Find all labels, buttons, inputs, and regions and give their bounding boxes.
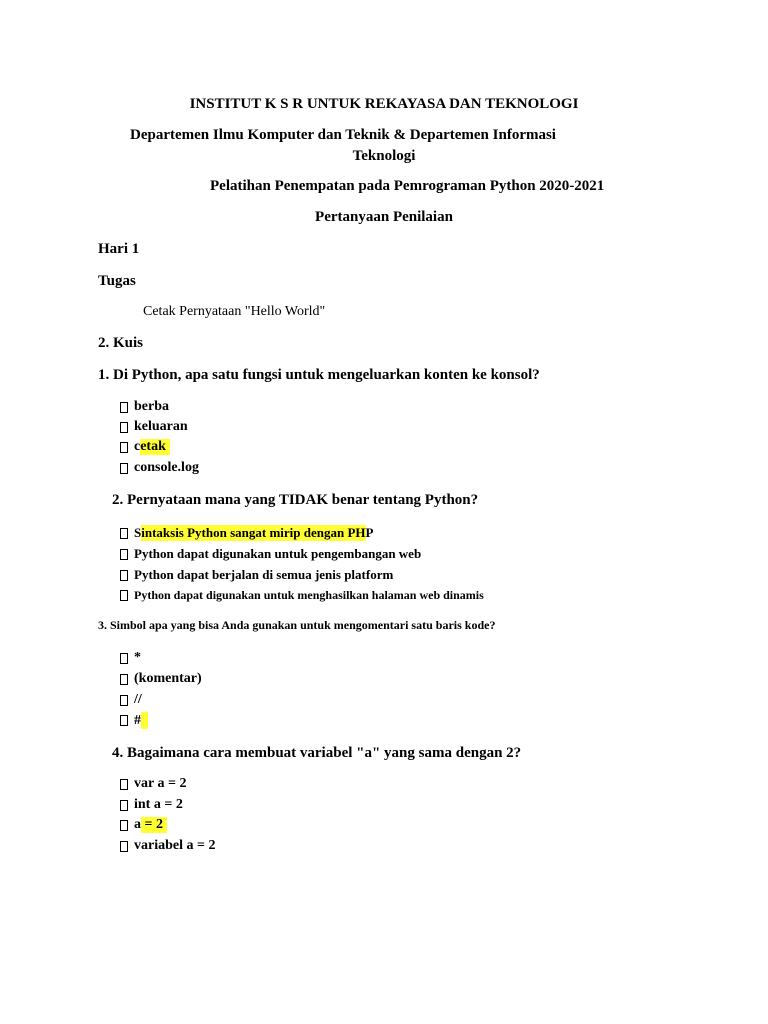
day-heading: Hari 1	[98, 241, 140, 257]
highlighted-answer: etak	[140, 439, 170, 455]
q1-option-3[interactable]	[120, 439, 170, 455]
option-label: Python dapat berjalan di semua jenis platform	[134, 567, 394, 582]
q3-option-4[interactable]	[120, 712, 148, 729]
checkbox-icon[interactable]	[120, 800, 128, 811]
q2-option-4[interactable]	[120, 588, 484, 603]
checkbox-icon[interactable]	[120, 402, 128, 413]
option-label: int a = 2	[134, 797, 183, 812]
task-text: Cetak Pernyataan "Hello World"	[143, 304, 326, 319]
checkbox-icon[interactable]	[120, 442, 128, 453]
option-label: //	[134, 692, 142, 707]
checkbox-icon[interactable]	[120, 820, 128, 831]
q3-option-1[interactable]	[120, 650, 141, 666]
checkbox-icon[interactable]	[120, 570, 128, 581]
q2-option-2[interactable]	[120, 546, 421, 562]
checkbox-icon[interactable]	[120, 422, 128, 433]
option-label: berba	[134, 399, 169, 414]
option-label: Python dapat digunakan untuk menghasilkan halaman web dinamis	[134, 588, 484, 602]
option-label-suffix: P	[365, 525, 374, 540]
option-label: console.log	[134, 460, 199, 475]
option-label: var a = 2	[134, 776, 187, 791]
checkbox-icon[interactable]	[120, 653, 128, 664]
option-label-prefix: #	[134, 712, 141, 728]
training-title: Pelatihan Penempatan pada Pemrograman Python 2020-2021	[210, 178, 605, 194]
checkbox-icon[interactable]	[120, 715, 128, 726]
option-label: *	[134, 650, 141, 665]
department-line-2: Teknologi	[352, 148, 416, 164]
assessment-title: Pertanyaan Penilaian	[315, 209, 453, 225]
q4-option-2[interactable]	[120, 797, 183, 813]
checkbox-icon[interactable]	[120, 590, 128, 601]
highlighted-answer: intaksis Python sangat mirip dengan PH	[141, 525, 366, 540]
quiz-heading: 2. Kuis	[98, 335, 144, 351]
highlighted-answer	[141, 712, 148, 729]
q1-question: 1. Di Python, apa satu fungsi untuk mengeluarkan konten ke konsol?	[98, 367, 540, 383]
q2-option-3[interactable]	[120, 567, 393, 583]
q4-option-3[interactable]	[120, 817, 167, 833]
q4-question: 4. Bagaimana cara membuat variabel "a" yang sama dengan 2?	[112, 745, 522, 761]
highlighted-answer: = 2	[141, 817, 167, 833]
checkbox-icon[interactable]	[120, 528, 128, 539]
checkbox-icon[interactable]	[120, 674, 128, 685]
q3-option-2[interactable]	[120, 671, 202, 687]
q4-option-4[interactable]	[120, 838, 215, 854]
institute-title: INSTITUT K S R UNTUK REKAYASA DAN TEKNOLOGI	[189, 96, 579, 112]
q1-option-4[interactable]	[120, 460, 199, 476]
option-label: Python dapat digunakan untuk pengembangan web	[134, 546, 422, 561]
option-label-prefix: a	[134, 817, 141, 832]
q3-option-3[interactable]	[120, 692, 142, 708]
q1-option-2[interactable]	[120, 419, 188, 435]
q1-option-1[interactable]	[120, 399, 169, 415]
checkbox-icon[interactable]	[120, 463, 128, 474]
q2-question: 2. Pernyataan mana yang TIDAK benar tentang Python?	[112, 492, 479, 508]
q4-option-1[interactable]	[120, 776, 186, 792]
option-label: variabel a = 2	[134, 838, 216, 853]
option-label-prefix: S	[134, 525, 142, 540]
option-label-prefix: c	[134, 439, 141, 454]
checkbox-icon[interactable]	[120, 695, 128, 706]
q2-option-1[interactable]	[120, 525, 373, 541]
option-label: (komentar)	[134, 671, 202, 686]
checkbox-icon[interactable]	[120, 841, 128, 852]
department-line-1: Departemen Ilmu Komputer dan Teknik & Departemen Informasi	[130, 127, 556, 143]
checkbox-icon[interactable]	[120, 779, 128, 790]
q3-question: 3. Simbol apa yang bisa Anda gunakan untuk mengomentari satu baris kode?	[98, 618, 496, 632]
option-label: keluaran	[134, 419, 188, 434]
checkbox-icon[interactable]	[120, 549, 128, 560]
task-heading: Tugas	[98, 273, 136, 289]
